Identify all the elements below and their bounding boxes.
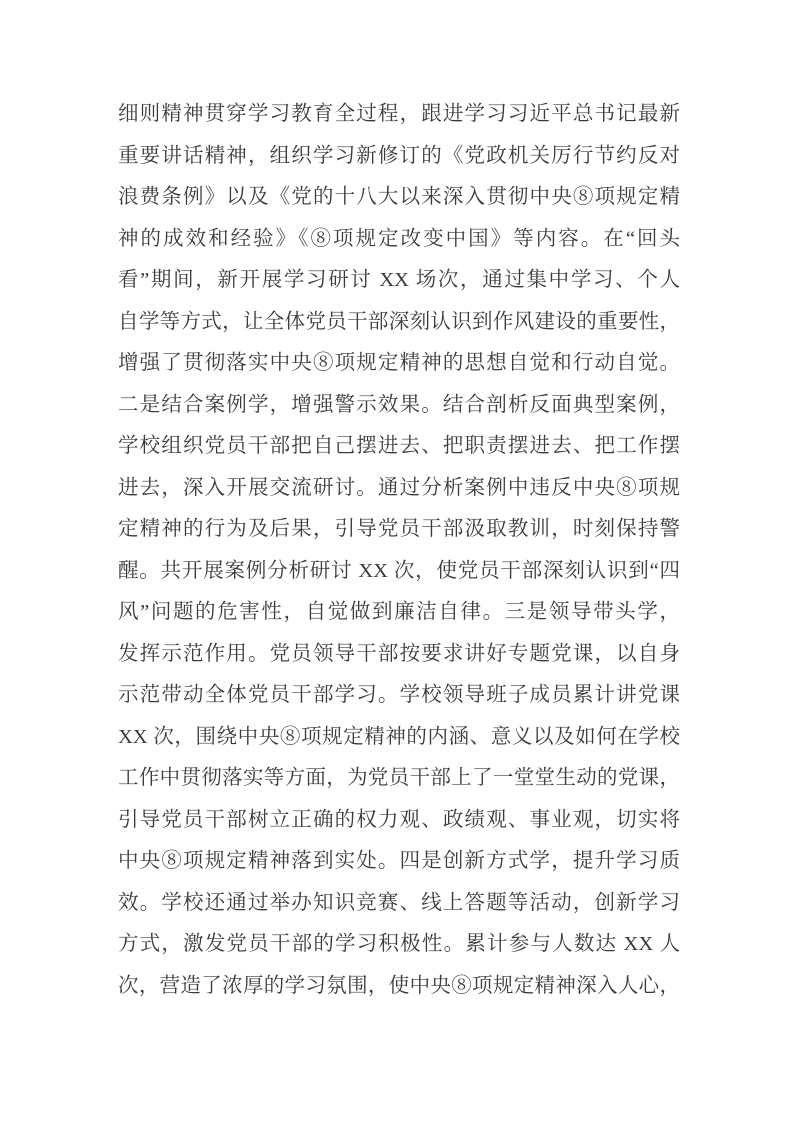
document-body-text [118,94,680,1007]
text-line: 工作中贯彻落实等方面，为党员干部上了一堂堂生动的党课， [118,767,680,789]
text-line: 引导党员干部树立正确的权力观、政绩观、事业观，切实将 [118,808,680,831]
text-line: 示范带动全体党员干部学习。学校领导班子成员累计讲党课 [118,684,680,706]
text-line: 神的成效和经验》《⑧项规定改变中国》等内容。在“回头 [118,227,680,250]
text-line: 二是结合案例学，增强警示效果。结合剖析反面典型案例， [118,393,680,416]
text-line: 重要讲话精神，组织学习新修订的《党政机关厉行节约反对 [118,144,680,167]
text-line: XX 次，围绕中央⑧项规定精神的内涵、意义以及如何在学校 [118,725,680,748]
text-line: 发挥示范作用。党员领导干部按要求讲好专题党课，以自身 [118,642,680,665]
text-line: 看”期间，新开展学习研讨 XX 场次，通过集中学习、个人 [118,269,680,291]
text-line: 定精神的行为及后果，引导党员干部汲取教训，时刻保持警 [118,518,680,540]
text-line: 次，营造了浓厚的学习氛围，使中央⑧项规定精神深入人心， [118,974,680,997]
text-line: 风”问题的危害性，自觉做到廉洁自律。三是领导带头学， [118,601,680,623]
text-line: 细则精神贯穿学习教育全过程，跟进学习习近平总书记最新 [118,103,680,125]
text-line: 浪费条例》以及《党的十八大以来深入贯彻中央⑧项规定精 [118,186,680,208]
text-line: 效。学校还通过举办知识竞赛、线上答题等活动，创新学习 [118,891,680,914]
text-line: 进去，深入开展交流研讨。通过分析案例中违反中央⑧项规 [118,476,680,499]
text-line: 自学等方式，让全体党员干部深刻认识到作风建设的重要性， [118,310,680,333]
text-line: 醒。共开展案例分析研讨 XX 次，使党员干部深刻认识到“四 [118,559,680,582]
text-line: 学校组织党员干部把自己摆进去、把职责摆进去、把工作摆 [118,435,680,457]
text-line: 中央⑧项规定精神落到实处。四是创新方式学，提升学习质 [118,850,680,872]
text-line: 方式，激发党员干部的学习积极性。累计参与人数达 XX 人 [118,933,680,955]
text-line: 增强了贯彻落实中央⑧项规定精神的思想自觉和行动自觉。 [118,352,680,374]
